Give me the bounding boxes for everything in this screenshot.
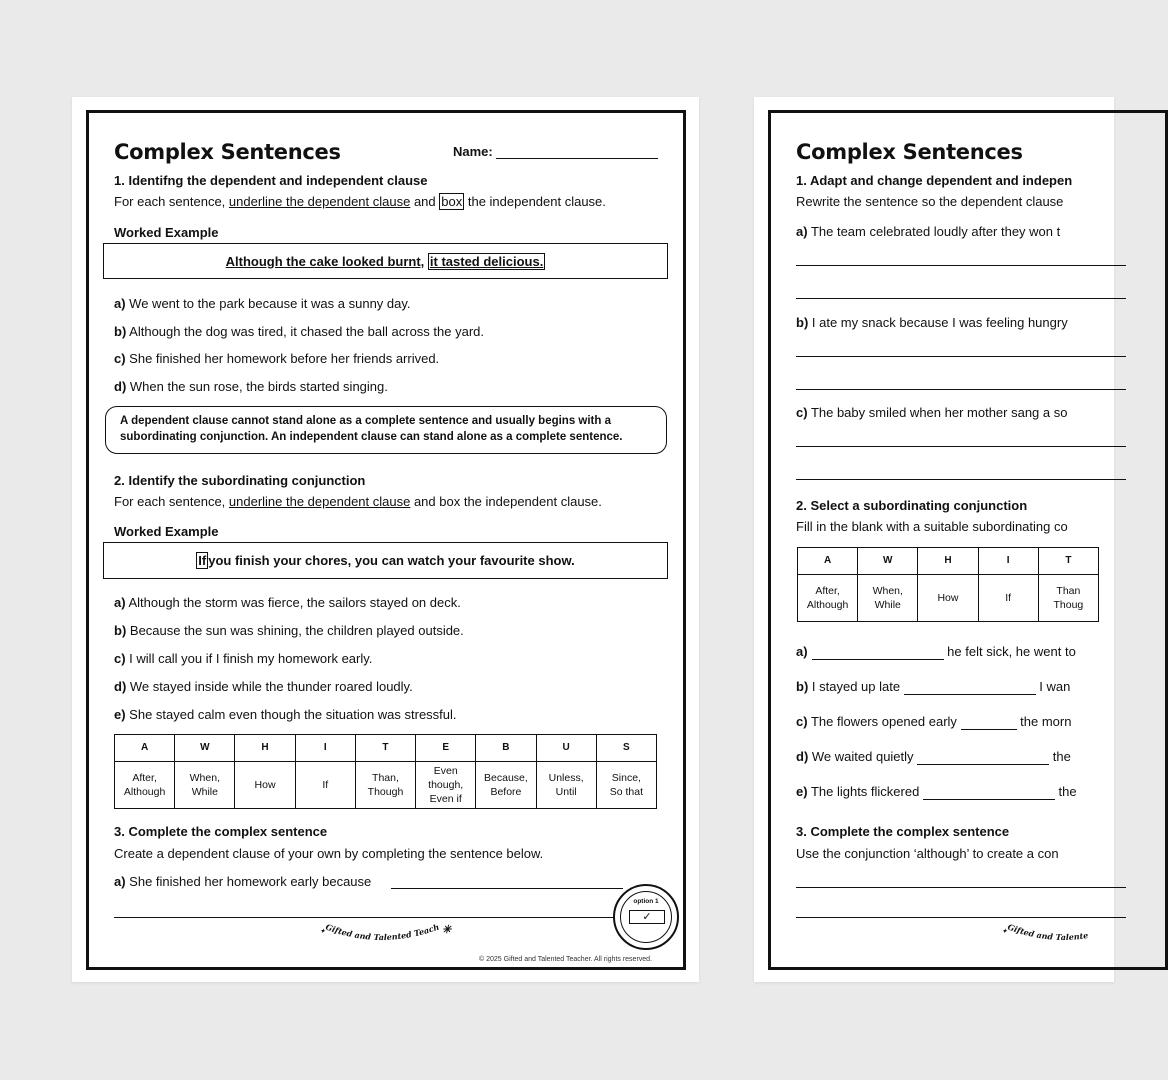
- table-header-cell: H: [918, 548, 978, 575]
- cell-text: While: [191, 786, 218, 798]
- checkmark-icon: ✓: [629, 910, 665, 924]
- section-2-instructions: Fill in the blank with a suitable subordinating co: [796, 519, 1068, 534]
- option-stamp: [613, 884, 679, 950]
- table-header-cell: T: [1038, 548, 1098, 575]
- table-header-cell: T: [355, 735, 415, 762]
- list-item: d) When the sun rose, the birds started singing.: [114, 379, 388, 394]
- cell-text: How: [254, 779, 276, 791]
- worksheet-title: Complex Sentences: [114, 140, 341, 164]
- cell-text: After,: [815, 585, 840, 597]
- list-item: b) I stayed up late I wan: [796, 679, 1071, 694]
- section-1-heading: 1. Adapt and change dependent and indepen: [796, 173, 1073, 188]
- list-item: a) She finished her homework early because: [114, 874, 372, 889]
- cell-text: After,: [132, 772, 157, 784]
- cell-text: When,: [189, 772, 220, 784]
- answer-line[interactable]: [796, 389, 1126, 390]
- star-icon: ✦: [320, 928, 326, 935]
- list-item: d) We stayed inside while the thunder roared loudly.: [114, 679, 413, 694]
- brand-logo-graphic: [320, 923, 460, 953]
- table-header-cell: A: [798, 548, 858, 575]
- stamp-label: option 1: [633, 898, 659, 905]
- section-3-heading: 3. Complete the complex sentence: [114, 824, 328, 839]
- worksheet-page-2: [754, 97, 1114, 982]
- table-cell: [175, 762, 235, 809]
- section-2-heading: 2. Select a subordinating conjunction: [796, 498, 1028, 513]
- cell-text: When,: [872, 585, 903, 597]
- definition-note: A dependent clause cannot stand alone as a complete sentence and usually begins with a subordinating conjunction. An independent clause can stand alone as a complete sentence.: [105, 406, 667, 454]
- cell-text: Than: [1056, 585, 1081, 597]
- copyright-notice: © 2025 Gifted and Talented Teacher. All rights reserved.: [479, 956, 653, 963]
- list-item: c) I will call you if I finish my homework early.: [114, 651, 373, 666]
- list-item: b) Although the dog was tired, it chased the ball across the yard.: [114, 324, 484, 339]
- worksheet-page-1: [72, 97, 699, 982]
- table-header-cell: E: [416, 735, 476, 762]
- section-1-instructions: Rewrite the sentence so the dependent clause: [796, 194, 1064, 209]
- table-header-cell: W: [858, 548, 918, 575]
- section-2-instructions: For each sentence, underline the dependent clause and box the independent clause.: [114, 494, 602, 509]
- table-header-cell: I: [295, 735, 355, 762]
- list-item: e) The lights flickered the: [796, 784, 1077, 799]
- table-cell: [295, 762, 355, 809]
- cell-text: So that: [609, 786, 644, 798]
- blank-field[interactable]: [904, 679, 1036, 695]
- cell-text: Because,: [484, 772, 528, 784]
- table-cell: [918, 575, 978, 622]
- table-header-cell: H: [235, 735, 295, 762]
- answer-line[interactable]: [391, 888, 623, 889]
- star-icon: ✦: [1002, 928, 1008, 935]
- worked-example-label: Worked Example: [114, 225, 219, 240]
- table-cell: [355, 762, 415, 809]
- table-row: [798, 575, 1099, 622]
- list-item: e) She stayed calm even though the situation was stressful.: [114, 707, 457, 722]
- answer-line[interactable]: [796, 356, 1126, 357]
- table-cell: [596, 762, 656, 809]
- list-item: b) Because the sun was shining, the children played outside.: [114, 623, 464, 638]
- table-cell: [235, 762, 295, 809]
- answer-line[interactable]: [796, 446, 1126, 447]
- table-cell: [115, 762, 175, 809]
- svg-text:Gifted and Talented Teacher: Gifted and Talented Teach: [324, 923, 441, 943]
- cell-text: Before: [490, 786, 522, 798]
- name-label: Name:: [453, 144, 493, 159]
- list-item: a) We went to the park because it was a sunny day.: [114, 296, 411, 311]
- cell-text: While: [874, 599, 901, 611]
- worked-example-box: Although the cake looked burnt, it tasted delicious.: [103, 243, 668, 279]
- worked-example-label: Worked Example: [114, 524, 219, 539]
- worksheet-title: Complex Sentences: [796, 140, 1023, 164]
- answer-line[interactable]: [796, 479, 1126, 480]
- table-cell: [536, 762, 596, 809]
- table-header-cell: W: [175, 735, 235, 762]
- list-item: d) We waited quietly the: [796, 749, 1071, 764]
- cell-text: Since,: [611, 772, 641, 784]
- blank-field[interactable]: [961, 714, 1017, 730]
- table-cell: [978, 575, 1038, 622]
- conjunction-table: [114, 734, 657, 809]
- blank-field[interactable]: [812, 644, 944, 660]
- list-item: c) She finished her homework before her friends arrived.: [114, 351, 440, 366]
- list-item: c) The baby smiled when her mother sang a so: [796, 405, 1068, 420]
- cell-text: though,: [428, 779, 464, 791]
- blank-field[interactable]: [917, 749, 1049, 765]
- table-row: [115, 762, 657, 809]
- table-cell: [1038, 575, 1098, 622]
- page-border: [768, 110, 1168, 970]
- cell-text: Though: [367, 786, 404, 798]
- cell-text: Unless,: [548, 772, 584, 784]
- section-1-instructions: For each sentence, underline the dependent clause and box the independent clause.: [114, 194, 606, 209]
- table-header-row: [798, 548, 1099, 575]
- cell-text: If: [1005, 592, 1012, 604]
- cell-text: Than,: [372, 772, 399, 784]
- cell-text: Although: [123, 786, 166, 798]
- answer-line[interactable]: [796, 917, 1126, 918]
- list-item: a) he felt sick, he went to: [796, 644, 1076, 659]
- cell-text: If: [322, 779, 329, 791]
- cell-text: Even if: [429, 793, 462, 805]
- answer-line[interactable]: [796, 298, 1126, 299]
- answer-line[interactable]: [796, 887, 1126, 888]
- cell-text: Until: [555, 786, 577, 798]
- brand-logo-graphic: [1002, 923, 1112, 953]
- blank-field[interactable]: [923, 784, 1055, 800]
- table-header-cell: A: [115, 735, 175, 762]
- cell-text: Although: [806, 599, 849, 611]
- list-item: b) I ate my snack because I was feeling hungry: [796, 315, 1068, 330]
- conjunction-table: [797, 547, 1099, 622]
- section-3-instructions: Create a dependent clause of your own by completing the sentence below.: [114, 846, 544, 861]
- table-cell: [416, 762, 476, 809]
- table-cell: [798, 575, 858, 622]
- table-header-row: [115, 735, 657, 762]
- list-item: a) The team celebrated loudly after they won t: [796, 224, 1061, 239]
- table-cell: [476, 762, 536, 809]
- cell-text: How: [937, 592, 959, 604]
- name-field[interactable]: [496, 158, 658, 159]
- section-1-heading: 1. Identifng the dependent and independent clause: [114, 173, 428, 188]
- table-header-cell: U: [536, 735, 596, 762]
- section-3-heading: 3. Complete the complex sentence: [796, 824, 1010, 839]
- cell-text: Even: [433, 765, 458, 777]
- cell-text: Thoug: [1053, 599, 1084, 611]
- table-header-cell: I: [978, 548, 1038, 575]
- star-icon: ✳: [442, 923, 452, 936]
- section-2-heading: 2. Identify the subordinating conjunction: [114, 473, 366, 488]
- worked-example-box: If you finish your chores, you can watch your favourite show.: [103, 542, 668, 579]
- brand-logo: [320, 923, 460, 956]
- list-item: c) The flowers opened early the morn: [796, 714, 1072, 729]
- answer-line[interactable]: [796, 265, 1126, 266]
- list-item: a) Although the storm was fierce, the sailors stayed on deck.: [114, 595, 461, 610]
- answer-line[interactable]: [114, 917, 624, 918]
- table-header-cell: B: [476, 735, 536, 762]
- section-3-instructions: Use the conjunction ‘although’ to create a con: [796, 846, 1059, 861]
- table-header-cell: S: [596, 735, 656, 762]
- table-cell: [858, 575, 918, 622]
- svg-text:Gifted and Talente: Gifted and Talente: [1006, 923, 1089, 943]
- brand-logo: [1002, 923, 1112, 956]
